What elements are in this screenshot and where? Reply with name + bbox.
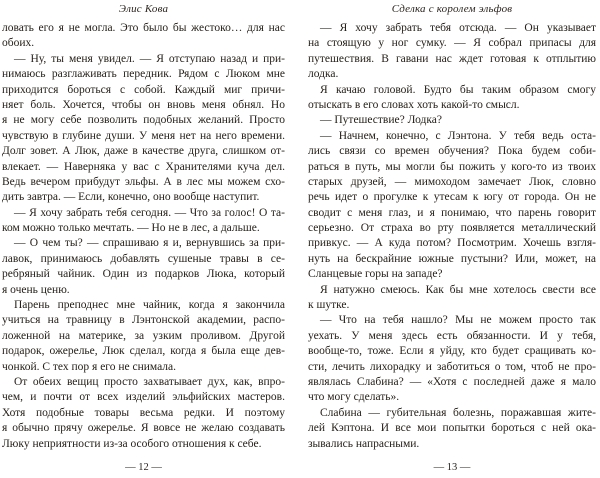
text-line: дить завтра. — Если, конечно, оно вообще наступит. [2,191,260,204]
text-line: сти, лечить лихорадку и заботиться о том, чтоб не про- [308,360,596,373]
text-line: раться в путь, мы могли бы пожить у кого-то из твоих [308,160,596,173]
text-line: Долг зовет. А Люк, даже в качестве друга, слишком от- [2,145,285,158]
page-number-right: — 13 — [433,462,471,473]
text-line: Я натужно смеюсь. Как бы мне хотелось свести все [320,283,596,296]
text-line: лей Кэптона. И все мои попытки бороться с ней ока- [308,422,596,435]
text-line: нуть на бескрайние южные пустыни? Или, может, на [308,252,596,265]
text-line: Люку неприятности из-за особого отношения к себе. [2,437,262,450]
text-line: ложенной на материке, за узким проливом. Другой [2,329,285,342]
text-line: влекает. — Наверняка у вас с Хранителями куча дел. [2,160,285,173]
text-line: приходится бороться с собой. Каждый миг причи- [2,83,285,96]
text-line: От обеих вещиц просто захватывает дух, как, впро- [14,375,285,388]
text-line: нимаюсь разглаживать передник. Рядом с Люком мне [2,68,285,81]
text-line: к шутке. [308,299,350,312]
text-line: Ведь вечером прибудут эльфы. А в лес мы можем схо- [2,175,285,188]
text-line: — Я хочу забрать тебя отсюда. — Он указывает [320,22,596,34]
text-line: уехать. У меня здесь есть обязанности. И у тебя, [308,329,596,342]
text-line: я обычно прячу ожерелье. Я вовсе не желаю создавать [2,422,285,435]
text-line: Сланцевые горы на западе? [308,268,443,281]
running-header-title: Сделка с королем эльфов [391,3,513,15]
text-line: старых друзей, — мимоходом замечает Люк, словно [308,175,596,188]
text-line: являлась Слабина? — «Хотя с последней даже я мало [308,375,596,388]
text-line: Слабина — губительная болезнь, поражавшая жите- [320,406,596,419]
text-line: сводит с меня глаз, и я понимаю, что парень говорит [308,206,596,219]
text-line: путешествия. В гавани нас ждет готовая к отплытию [308,52,596,65]
text-line: — Я хочу забрать тебя сегодня. — Что за голос! О та- [14,206,285,219]
text-line: обоих. [2,37,35,50]
running-header-author: Элис Кова [118,3,169,15]
text-line: отыскать в его словах хоть какой-то смысл. [308,98,520,111]
text-line: — Путешествие? Лодка? [320,114,443,127]
text-line: что могу сделать». [308,391,400,404]
text-line: я не могу себе позволить подобных желаний. Просто [2,114,285,127]
page-body-right [308,21,596,452]
text-line: Я качаю головой. Будто бы таким образом смогу [320,83,596,96]
text-line: зывались напрасными. [308,437,420,450]
text-line: чонкой. С тех пор я его не снимала. [2,360,177,373]
text-line: чем, и почти от всех изделий эльфийских мастеров. [2,391,285,404]
text-line: привкус. — А куда потом? Посмотрим. Хочешь взгля- [308,237,596,250]
text-line: чувствую в глубине души. У меня нет на него времени. [2,129,285,142]
page-number-left: — 12 — [125,462,162,473]
text-line: — О чем ты? — спрашиваю я и, вернувшись за при- [14,237,285,250]
text-line: речь идет о прогулке к утесам к югу от города. Он не [308,191,596,204]
page-body-left [2,21,285,452]
text-line: ком можно только мечтать. — Но не в лес, а дальше. [2,222,260,235]
text-line: — Ну, ты меня увидел. — Я отступаю назад и при- [14,52,285,65]
text-line: серьезно. От страха во рту появляется металлический [308,222,596,235]
text-line: ребряный чайник. Один из подарков Люка, который [2,268,285,281]
text-line: лись связи со времен обучения? Пока будем соби- [308,145,596,158]
text-line: подарок, ожерелье, Люк сделал, когда я была еще дев- [2,345,285,358]
text-line: лодка. [308,68,339,81]
text-line: учиться на травницу в Лэнтонской академии, распо- [2,314,285,327]
text-line: Парень преподнес мне чайник, когда я закончила [14,299,285,312]
text-line: вообще-то, тоже. Если я уйду, кто будет сращивать ко- [308,345,596,358]
page-right [308,0,596,478]
text-line: на стоящую у ног сумку. — Я собрал припасы для [308,37,596,50]
text-line: няет боль. Хочется, чтобы он вновь меня обнял. Но [2,98,285,111]
text-line: — Что на тебя нашло? Мы не можем просто так [320,314,596,327]
page-left [2,0,285,478]
text-line: ловать его я не могла. Это было бы жестоко… для нас [2,22,285,34]
text-line: я очень ценю. [2,283,70,296]
text-line: — Начнем, конечно, с Лэнтона. У тебя ведь оста- [320,129,596,142]
text-line: лавок, принимаюсь добавлять сушеные травы в се- [2,252,285,265]
text-line: Хотя подобные товары весьма редки. И поэтому [2,406,285,419]
